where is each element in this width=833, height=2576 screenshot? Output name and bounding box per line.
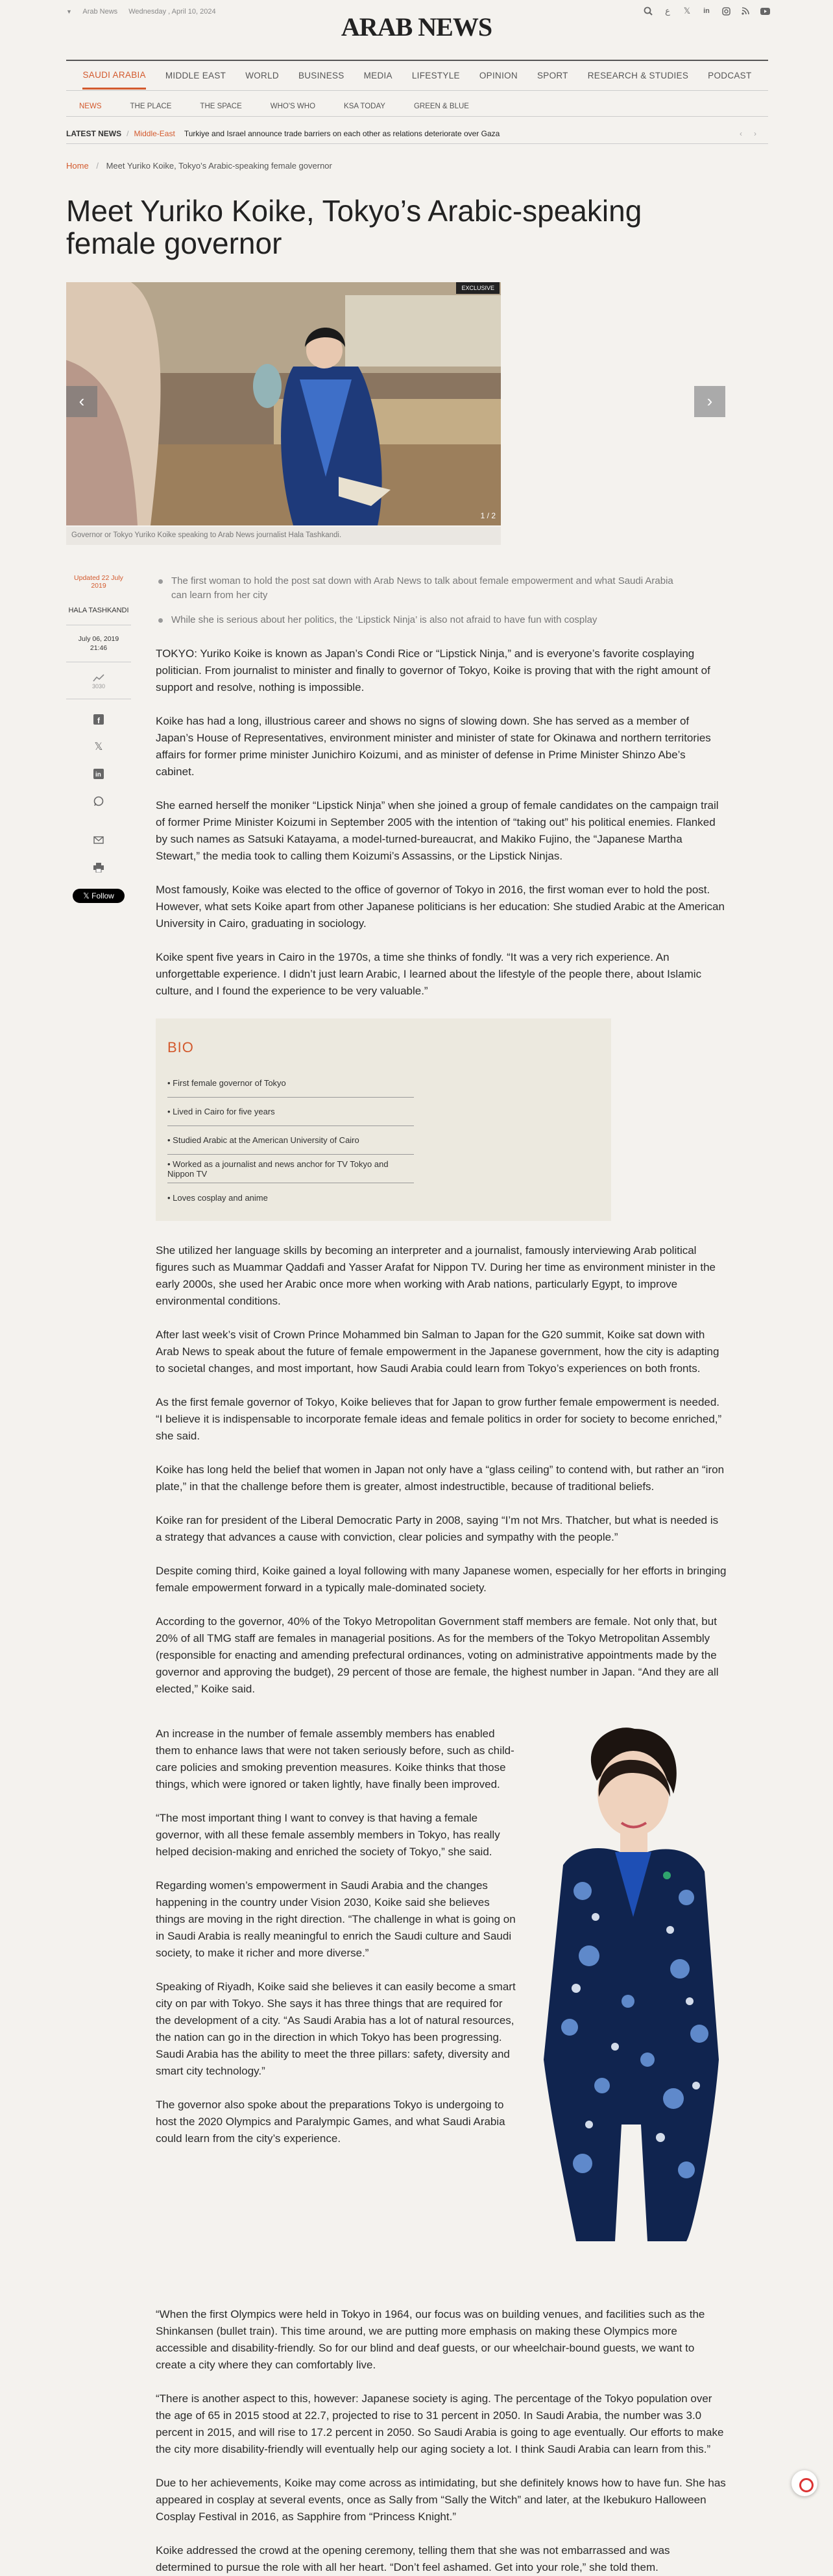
translate-icon[interactable]: ع: [665, 6, 670, 16]
paragraph: She earned herself the moniker “Lipstick Ninja” when she joined a group of female candidates on the campaign trail of former Prime Minister Koizumi in September 2005 with the intention of “taking out” his political enemies. Flanked by such names as Satsuki Katayama, a model-turned-bureaucrat, and Makiko Fujino, the “Japanese Martha Stewart,” the media took to calling them Koizumi’s Assassins, or the Lipstick Ninjas.: [156, 799, 719, 862]
nav-opinion[interactable]: OPINION: [479, 71, 518, 80]
views-count: [66, 674, 131, 699]
print-icon[interactable]: [91, 860, 106, 874]
subnav-the-place[interactable]: THE PLACE: [130, 102, 172, 110]
sub-nav: [66, 96, 768, 117]
nav-business[interactable]: BUSINESS: [298, 71, 344, 80]
koike-portrait-image: [524, 1722, 730, 2241]
subnav-green-blue[interactable]: GREEN & BLUE: [413, 102, 469, 110]
ticker-arrows: [740, 129, 768, 138]
exclusive-badge: EXCLUSIVE: [456, 282, 500, 294]
paragraph: Most famously, Koike was elected to the office of governor of Tokyo in 2016, the first woman ever to hold the post. However, what sets Koike apart from other Japanese politicians is her education: She studied Arabic at the American University in Cairo, graduating in sociology.: [156, 884, 725, 930]
latest-news-label: LATEST NEWS: [66, 128, 122, 138]
linkedin-icon[interactable]: in: [703, 7, 710, 15]
hero-gallery: [66, 282, 501, 525]
x-icon[interactable]: 𝕏: [94, 741, 103, 752]
paragraph: “There is another aspect to this, however: Japanese society is aging. The percentage of the Tokyo population over the age of 65 in 2015 stood at 22.7, projected to rise to 31 percent in 2050. In Saudi Arabia, the number was 3.0 percent in 2015, and will rise to 17.2 percent in 2050. So Saudi Arabia is going to age eventually. Our efforts to make the city more disability-friendly will eventually help our aging society a lot. I think Saudi Arabia can learn from this.”: [156, 2392, 724, 2455]
article-title: Meet Yuriko Koike, Tokyo’s Arabic-speaking female governor: [66, 194, 642, 260]
article-body-4: [156, 2306, 727, 2576]
subnav-news[interactable]: NEWS: [79, 102, 102, 110]
bio-item: • Studied Arabic at the American University of Cairo: [167, 1126, 414, 1155]
article-body-3: [156, 1726, 516, 2147]
email-icon[interactable]: [91, 833, 106, 847]
hero-caption: Governor or Tokyo Yuriko Koike speaking to Arab News journalist Hala Tashkandi.: [66, 527, 501, 545]
svg-text:f: f: [97, 716, 100, 725]
follow-label: Follow: [91, 891, 114, 900]
bio-box: [156, 1018, 611, 1221]
paragraph: “The most important thing I want to convey is that having a female governor, with all these female assembly members in Tokyo, has really helped decision-making and enriched the society of Tokyo,” she said.: [156, 1812, 500, 1858]
gallery-prev-button[interactable]: ‹: [66, 386, 97, 417]
article-body-1: [156, 645, 727, 1000]
paragraph: Koike addressed the crowd at the opening ceremony, telling them that she was not embarrassed and was determined to pursue the role with all her heart. “Don’t feel ashamed. Get into your role,” she told them.: [156, 2544, 670, 2573]
whatsapp-icon[interactable]: [91, 794, 106, 808]
paragraph: After last week’s visit of Crown Prince Mohammed bin Salman to Japan for the G20 summit, Koike sat down with Arab News to speak about the future of female empowerment in the Japanese government, how the city is adapting to societal changes, and most important, how Saudi Arabia could learn from Tokyo’s experiences on both fronts.: [156, 1329, 719, 1375]
nav-podcast[interactable]: PODCAST: [708, 71, 752, 80]
paragraph: An increase in the number of female assembly members has enabled them to enhance laws that were not taken seriously before, such as child-care policies and smoking prevention measures. Koike thinks that those things, which were ignored or taken lightly, have finally been improved.: [156, 1727, 514, 1790]
instagram-icon[interactable]: [720, 5, 732, 17]
article-meta-sidebar: [66, 574, 131, 874]
nav-lifestyle[interactable]: LIFESTYLE: [411, 71, 460, 80]
trend-icon: [93, 674, 104, 682]
rss-icon[interactable]: [740, 5, 751, 17]
bio-item: • Worked as a journalist and news anchor for TV Tokyo and Nippon TV: [167, 1155, 414, 1183]
x-icon: 𝕏: [83, 891, 92, 900]
breadcrumb-home[interactable]: Home: [66, 161, 89, 171]
top-bar: [0, 0, 833, 58]
follow-button[interactable]: [73, 889, 125, 903]
latest-category[interactable]: Middle-East: [134, 128, 175, 138]
paragraph: Koike spent five years in Cairo in the 1970s, a time she thinks of fondly. “It was a very rich experience. An unforgettable experience. I didn’t just learn Arabic, I learned about the lifestyle of the people there, about Islamic culture, and I found the experience to be very valuable.”: [156, 951, 702, 997]
paragraph: Koike has long held the belief that women in Japan not only have a “glass ceiling” to contend with, but rather an “iron plate,” in that the challenge before them is greater, almost indestructible, because of traditional beliefs.: [156, 1463, 725, 1493]
chevron-right-icon[interactable]: ›: [754, 128, 768, 138]
paragraph: The governor also spoke about the preparations Tokyo is undergoing to host the 2020 Olympics and Paralympic Games, and what Saudi Arabia could learn from the city’s experience.: [156, 2099, 505, 2145]
share-bar: [66, 712, 131, 874]
paragraph: Koike ran for president of the Liberal Democratic Party in 2008, saying “I’m not Mrs. Thatcher, but what is needed is a strategy that advances a cause with conviction, clear policies and sympathy with the people.”: [156, 1514, 719, 1543]
latest-headline[interactable]: Turkiye and Israel announce trade barriers on each other as relations deteriorate over Gaza: [184, 128, 500, 138]
paragraph: TOKYO: Yuriko Koike is known as Japan’s Condi Rice or “Lipstick Ninja,” and is everyone’s favorite cosplaying politician. From journalist to minister and finally to governor of Tokyo, Koike is proving that with the right amount of support and resolve, nothing is impossible.: [156, 647, 710, 693]
nav-research[interactable]: RESEARCH & STUDIES: [587, 71, 689, 80]
subnav-the-space[interactable]: THE SPACE: [200, 102, 242, 110]
updated-date: Updated 22 July 2019: [74, 574, 123, 590]
nav-sport[interactable]: SPORT: [537, 71, 568, 80]
recaptcha-badge[interactable]: [791, 2470, 817, 2496]
bio-item: • First female governor of Tokyo: [167, 1069, 414, 1098]
svg-text:in: in: [95, 771, 101, 778]
x-icon[interactable]: 𝕏: [683, 6, 691, 16]
paragraph: Due to her achievements, Koike may come across as intimidating, but she definitely knows how to have fun. She has appeared in cosplay at several events, once as Sally from “Sally the Witch” and later, at the Ikebukuro Halloween Cosplay Festival in 2016, as Sapphire from “Princess Knight.”: [156, 2477, 726, 2523]
youtube-icon[interactable]: [759, 5, 771, 17]
chevron-left-icon[interactable]: ‹: [740, 128, 754, 138]
article-highlights: [156, 574, 688, 638]
nav-world[interactable]: WORLD: [245, 71, 279, 80]
author-name[interactable]: HALA TASHKANDI: [66, 607, 131, 625]
highlight-item: The first woman to hold the post sat down with Arab News to talk about female empowerment and what Saudi Arabia can learn from her city: [156, 574, 688, 603]
current-date: Wednesday , April 10, 2024: [128, 8, 216, 16]
latest-news-ticker: [66, 123, 768, 144]
bio-item: • Lived in Cairo for five years: [167, 1098, 414, 1126]
paragraph: Koike has had a long, illustrious career and shows no signs of slowing down. She has served as a member of Japan’s House of Representatives, environment minister and minister of state for Okinawa and northern territories affairs for former prime minister Junichiro Koizumi, and as minister of defense in Prime Minister Shinzo Abe’s cabinet.: [156, 715, 711, 778]
linkedin-icon[interactable]: [91, 767, 106, 781]
nav-media[interactable]: MEDIA: [363, 71, 392, 80]
nav-saudi-arabia[interactable]: SAUDI ARABIA: [82, 62, 145, 90]
article-body-2: [156, 1242, 727, 1698]
publish-time: 21:46: [90, 644, 108, 652]
hero-image: [66, 282, 501, 525]
breadcrumb: [66, 161, 332, 171]
publish-day: July 06, 2019: [78, 635, 119, 643]
search-icon[interactable]: [642, 5, 654, 17]
chevron-down-icon[interactable]: ▼: [66, 8, 72, 15]
bio-title: BIO: [167, 1039, 194, 1055]
views-number: 3030: [91, 683, 106, 690]
breadcrumb-current: Meet Yuriko Koike, Tokyo’s Arabic-speaking female governor: [106, 161, 332, 171]
paragraph: Regarding women’s empowerment in Saudi Arabia and the changes happening in the country under Vision 2030, Koike said she believes things are moving in the right direction. “The challenge in what is going on in Saudi Arabia is really meaningful to enrich the Saudi culture and Saudi society, to make it richer and more diverse.”: [156, 1879, 516, 1959]
highlight-item: While she is serious about her politics, the ‘Lipstick Ninja’ is also not afraid to have fun with cosplay: [156, 613, 688, 627]
paragraph: “When the first Olympics were held in Tokyo in 1964, our focus was on building venues, and facilities such as the Shinkansen (bullet train). This time around, we are putting more emphasis on making these Olympics more accessible and disability-friendly. So for our blind and deaf guests, or our wheelchair-bound guests, we want to create a city where they can comfortably live.: [156, 2308, 705, 2371]
publish-date: [66, 634, 131, 662]
bio-item: • Loves cosplay and anime: [167, 1192, 268, 1203]
top-icons: [642, 5, 771, 17]
paragraph: Despite coming third, Koike gained a loyal following with many Japanese women, especially for her efforts in bringing female empowerment forward in a typically male-dominated society.: [156, 1565, 727, 1594]
site-name[interactable]: Arab News: [82, 8, 118, 16]
bio-list: [167, 1069, 414, 1212]
subnav-whos-who[interactable]: WHO'S WHO: [270, 102, 316, 110]
facebook-icon[interactable]: [91, 712, 106, 727]
subnav-ksa-today[interactable]: KSA TODAY: [344, 102, 385, 110]
nav-middle-east[interactable]: MIDDLE EAST: [165, 71, 226, 80]
paragraph: As the first female governor of Tokyo, Koike believes that for Japan to grow further female empowerment is needed. “I believe it is indispensable to incorporate female ideas and female politics in order for society to become enriched,” she said.: [156, 1396, 722, 1442]
site-logo[interactable]: ARAB NEWS: [341, 12, 492, 42]
main-nav: [66, 60, 768, 91]
paragraph: According to the governor, 40% of the Tokyo Metropolitan Government staff members are female. Not only that, but 20% of all TMG staff are females in managerial positions. As for the members of the Tokyo Metropolitan Assembly (responsible for enacting and amending prefectural ordinances, voting on administrative appointments made by the governor and approving the budget), 29 percent of those are female, the highest number in Japan. “And they are all elected,” Koike said.: [156, 1615, 719, 1695]
gallery-next-button[interactable]: ›: [694, 386, 725, 417]
latest-sep: /: [127, 128, 129, 138]
breadcrumb-sep: /: [96, 161, 99, 171]
paragraph: Speaking of Riyadh, Koike said she believes it can easily become a smart city on par with Tokyo. She says it has three things that are required for the development of a city. “As Saudi Arabia has a lot of natural resources, the nation can go in the direction in which Tokyo has been progressing. Saudi Arabia has the ability to meet the three pillars: safety, diversity and smart city technology.”: [156, 1980, 516, 2077]
gallery-counter: 1 / 2: [480, 511, 496, 520]
paragraph: She utilized her language skills by becoming an interpreter and a journalist, famously interviewing Arab political figures such as Muammar Qaddafi and Yasser Arafat for Nippon TV. During her time as environment minister in the early 2000s, she used her Arabic once more when working with Arab nations, particularly Egypt, to improve environmental conditions.: [156, 1244, 716, 1307]
